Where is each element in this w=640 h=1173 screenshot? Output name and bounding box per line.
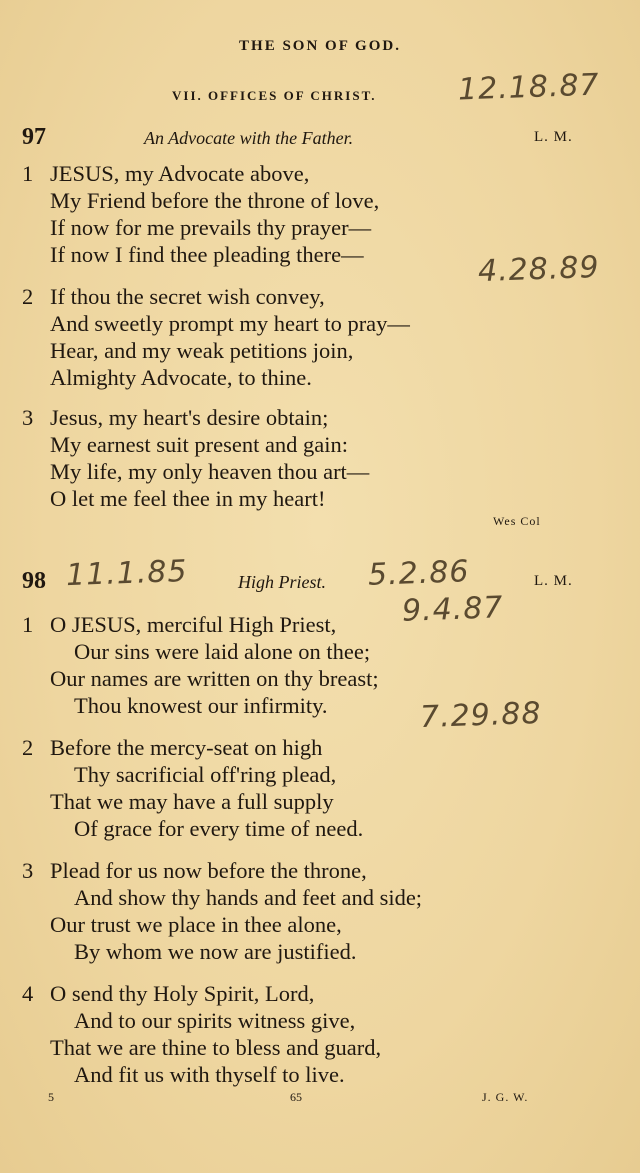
verse-line: Hear, and my weak petitions join,: [50, 338, 354, 363]
verse-number: 4: [22, 981, 34, 1006]
verse-line: Plead for us now before the throne,: [50, 858, 367, 883]
verse-line: And show thy hands and feet and side;: [74, 885, 423, 910]
verse-number: 2: [22, 735, 34, 760]
handwritten-date-6: 7.29.88: [419, 695, 543, 736]
verse-line: JESUS, my Advocate above,: [50, 161, 310, 186]
section-head: VII. OFFICES OF CHRIST.: [172, 88, 377, 103]
hymn-98-verse-4: [22, 980, 602, 1088]
verse-number: 3: [22, 405, 34, 430]
handwritten-date-2: 4.28.89: [477, 249, 601, 290]
verse-line: Our names are written on thy breast;: [50, 666, 379, 691]
verse-line: And fit us with thyself to live.: [74, 1062, 345, 1087]
verse-line: And to our spirits witness give,: [74, 1008, 356, 1033]
verse-line: My Friend before the throne of love,: [50, 188, 380, 213]
hymn-98-verse-3: [22, 857, 602, 965]
verse-line: By whom we now are justified.: [74, 939, 357, 964]
handwritten-date-5: 9.4.87: [401, 590, 505, 629]
hymn-97-verse-2: [22, 283, 602, 391]
verse-line: Thy sacrificial off'ring plead,: [74, 762, 337, 787]
hymn-number: 98: [22, 568, 46, 594]
handwritten-date-1: 12.18.87: [457, 67, 601, 108]
verse-line: If now I find thee pleading there—: [50, 242, 364, 267]
hymn-meter: L. M.: [534, 129, 573, 145]
hymn-title: An Advocate with the Father.: [144, 128, 354, 148]
hymn-97-attribution: Wes Col: [493, 514, 541, 528]
verse-line: My life, my only heaven thou art—: [50, 459, 370, 484]
verse-line: Before the mercy-seat on high: [50, 735, 323, 760]
page-number: 65: [290, 1090, 302, 1104]
verse-line: Our trust we place in thee alone,: [50, 912, 342, 937]
verse-line: My earnest suit present and gain:: [50, 432, 349, 457]
handwritten-date-3: 11.1.85: [65, 553, 189, 594]
verse-number: 2: [22, 284, 34, 309]
verse-line: That we may have a full supply: [50, 789, 334, 814]
verse-number: 1: [22, 612, 34, 637]
verse-line: Our sins were laid alone on thee;: [74, 639, 371, 664]
hymn-98-verse-2: [22, 734, 602, 842]
verse-number: 1: [22, 161, 34, 186]
verse-line: If thou the secret wish convey,: [50, 284, 325, 309]
printer-signature: 5: [48, 1090, 54, 1104]
verse-line: O let me feel thee in my heart!: [50, 486, 326, 511]
verse-number: 3: [22, 858, 34, 883]
hymn-98-attribution: J. G. W.: [482, 1090, 529, 1104]
verse-line: Thou knowest our infirmity.: [74, 693, 328, 718]
verse-line: If now for me prevails thy prayer—: [50, 215, 372, 240]
verse-line: Almighty Advocate, to thine.: [50, 365, 312, 390]
verse-line: That we are thine to bless and guard,: [50, 1035, 382, 1060]
hymn-meter: L. M.: [534, 573, 573, 589]
verse-line: Jesus, my heart's desire obtain;: [50, 405, 329, 430]
verse-line: O send thy Holy Spirit, Lord,: [50, 981, 315, 1006]
hymn-97-header: [22, 124, 592, 150]
running-head: THE SON OF GOD.: [239, 38, 401, 54]
handwritten-date-4: 5.2.86: [367, 554, 471, 593]
hymn-number: 97: [22, 124, 46, 150]
verse-line: Of grace for every time of need.: [74, 816, 364, 841]
verse-line: O JESUS, merciful High Priest,: [50, 612, 337, 637]
hymn-97-verse-3: [22, 404, 602, 512]
hymn-title: High Priest.: [238, 572, 326, 592]
verse-line: And sweetly prompt my heart to pray—: [50, 311, 410, 336]
